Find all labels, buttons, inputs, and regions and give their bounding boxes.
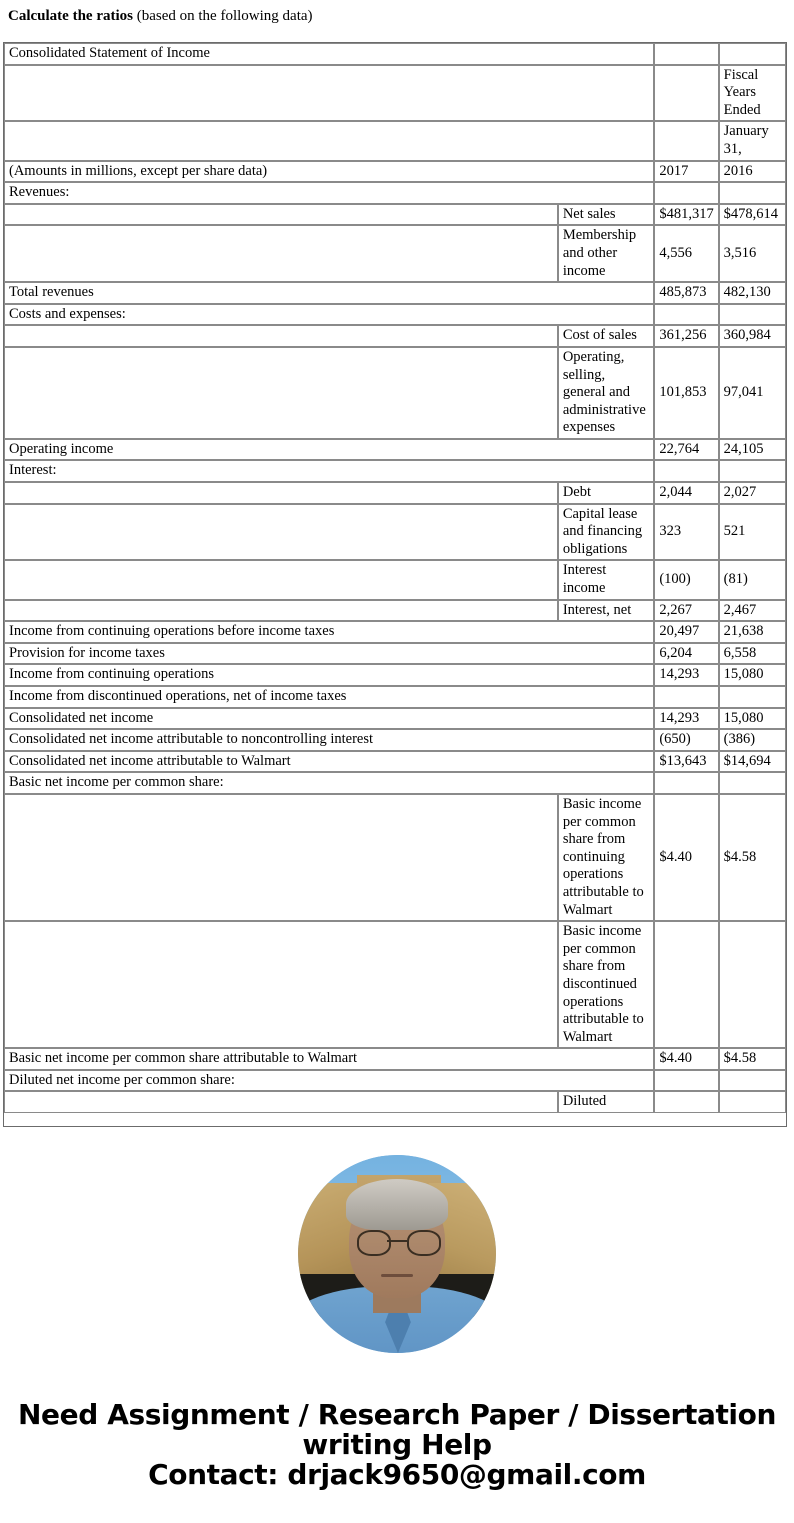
row-sublabel: Basic income per common share from discontinued operations attributable to Walmart [558, 921, 655, 1048]
row-value-2016: Fiscal Years Ended [719, 65, 786, 122]
table-row [4, 43, 786, 65]
table-row [4, 664, 786, 686]
row-label: (Amounts in millions, except per share data) [4, 161, 654, 183]
table-row [4, 482, 786, 504]
row-value-2016: 2016 [719, 161, 786, 183]
avatar-hair [346, 1179, 449, 1230]
table-row [4, 347, 786, 439]
table-row [4, 282, 786, 304]
row-sublabel: Debt [558, 482, 655, 504]
avatar-glasses-left-lens [357, 1230, 391, 1256]
row-value-2016: 24,105 [719, 439, 786, 461]
row-indent-cell [4, 504, 558, 561]
row-sublabel: Capital lease and financing obligations [558, 504, 655, 561]
row-label: Income from continuing operations before income taxes [4, 621, 654, 643]
row-value-2016 [719, 304, 786, 326]
table-row [4, 65, 786, 122]
row-value-2016: 482,130 [719, 282, 786, 304]
row-label: Consolidated net income attributable to noncontrolling interest [4, 729, 654, 751]
row-sublabel: Interest, net [558, 600, 655, 622]
row-indent-cell [4, 204, 558, 226]
row-value-2017 [654, 121, 718, 160]
row-value-2017: (100) [654, 560, 718, 599]
table-row [4, 182, 786, 204]
row-value-2016 [719, 1070, 786, 1092]
row-label: Consolidated net income [4, 708, 654, 730]
row-label: Diluted net income per common share: [4, 1070, 654, 1092]
row-value-2017: 2,267 [654, 600, 718, 622]
row-label: Consolidated net income attributable to Walmart [4, 751, 654, 773]
row-value-2017: $4.40 [654, 794, 718, 921]
table-body [4, 43, 786, 1113]
row-value-2016 [719, 686, 786, 708]
avatar-image [298, 1155, 496, 1353]
table-row [4, 560, 786, 599]
row-value-2016: 360,984 [719, 325, 786, 347]
table-row [4, 751, 786, 773]
row-value-2017: 101,853 [654, 347, 718, 439]
table-row [4, 921, 786, 1048]
row-value-2017: $481,317 [654, 204, 718, 226]
row-value-2016: 2,027 [719, 482, 786, 504]
promo-line-1: Need Assignment / Research Paper / Dissertation [17, 1398, 776, 1431]
table-row [4, 304, 786, 326]
row-value-2017: 14,293 [654, 708, 718, 730]
row-sublabel: Interest income [558, 560, 655, 599]
row-sublabel: Operating, selling, general and administrative expenses [558, 347, 655, 439]
row-value-2017 [654, 65, 718, 122]
row-value-2017 [654, 460, 718, 482]
row-value-2016 [719, 772, 786, 794]
row-value-2017: 20,497 [654, 621, 718, 643]
table-row [4, 708, 786, 730]
row-value-2016: 3,516 [719, 225, 786, 282]
table-row [4, 1070, 786, 1092]
row-label: Operating income [4, 439, 654, 461]
row-value-2016: 521 [719, 504, 786, 561]
avatar-mouth [381, 1274, 413, 1277]
row-value-2017: 2,044 [654, 482, 718, 504]
row-label: Consolidated Statement of Income [4, 43, 654, 65]
row-sublabel: Net sales [558, 204, 655, 226]
row-indent-cell [4, 921, 558, 1048]
table-row [4, 439, 786, 461]
row-label: Total revenues [4, 282, 654, 304]
row-value-2016: (81) [719, 560, 786, 599]
table-row [4, 772, 786, 794]
row-value-2017: 4,556 [654, 225, 718, 282]
row-value-2017: (650) [654, 729, 718, 751]
table-row [4, 504, 786, 561]
row-indent-cell [4, 325, 558, 347]
row-value-2017: 361,256 [654, 325, 718, 347]
row-value-2016 [719, 460, 786, 482]
row-label: Provision for income taxes [4, 643, 654, 665]
page-title [8, 7, 313, 25]
row-indent-cell [4, 1091, 558, 1113]
row-value-2017 [654, 304, 718, 326]
promo-contact-email: Contact: drjack9650@gmail.com [148, 1458, 646, 1491]
row-label: Costs and expenses: [4, 304, 654, 326]
row-value-2017: 6,204 [654, 643, 718, 665]
row-value-2016 [719, 921, 786, 1048]
row-label: Income from continuing operations [4, 664, 654, 686]
avatar [298, 1155, 496, 1353]
row-value-2016: $4.58 [719, 794, 786, 921]
row-indent-cell [4, 600, 558, 622]
row-value-2016: $478,614 [719, 204, 786, 226]
table-row [4, 621, 786, 643]
row-sublabel: Basic income per common share from continuing operations attributable to Walmart [558, 794, 655, 921]
avatar-glasses-bridge [387, 1240, 407, 1242]
row-indent-cell [4, 347, 558, 439]
row-sublabel: Membership and other income [558, 225, 655, 282]
avatar-glasses-right-lens [407, 1230, 441, 1256]
table-row [4, 1048, 786, 1070]
page-title-bold: Calculate the ratios [8, 8, 133, 24]
row-value-2017: 323 [654, 504, 718, 561]
row-label: Revenues: [4, 182, 654, 204]
table-row [4, 161, 786, 183]
page-title-subtext: (based on the following data) [132, 8, 313, 24]
row-label: Basic net income per common share attributable to Walmart [4, 1048, 654, 1070]
row-value-2016: (386) [719, 729, 786, 751]
row-label [4, 121, 654, 160]
table-row [4, 121, 786, 160]
promo-line-2: writing Help [302, 1428, 492, 1461]
row-value-2017: 14,293 [654, 664, 718, 686]
row-value-2016 [719, 1091, 786, 1113]
row-value-2016 [719, 182, 786, 204]
row-value-2017 [654, 182, 718, 204]
consolidated-statement-of-income-table [4, 43, 786, 1113]
row-value-2016 [719, 43, 786, 65]
row-value-2016: $14,694 [719, 751, 786, 773]
row-value-2017 [654, 1070, 718, 1092]
table-row [4, 1091, 786, 1113]
row-value-2016: 15,080 [719, 664, 786, 686]
table-row [4, 460, 786, 482]
row-value-2016: January 31, [719, 121, 786, 160]
row-indent-cell [4, 225, 558, 282]
row-indent-cell [4, 794, 558, 921]
row-label: Income from discontinued operations, net of income taxes [4, 686, 654, 708]
row-value-2016: 2,467 [719, 600, 786, 622]
row-value-2017 [654, 43, 718, 65]
promo-text [0, 1400, 794, 1490]
row-value-2017: $13,643 [654, 751, 718, 773]
row-indent-cell [4, 482, 558, 504]
row-value-2017: 485,873 [654, 282, 718, 304]
table-row [4, 794, 786, 921]
row-value-2016: 21,638 [719, 621, 786, 643]
row-value-2016: $4.58 [719, 1048, 786, 1070]
row-label: Basic net income per common share: [4, 772, 654, 794]
financial-table-container [3, 42, 787, 1127]
table-row [4, 643, 786, 665]
row-value-2016: 15,080 [719, 708, 786, 730]
row-value-2016: 97,041 [719, 347, 786, 439]
row-value-2017: $4.40 [654, 1048, 718, 1070]
row-value-2017: 2017 [654, 161, 718, 183]
table-row [4, 600, 786, 622]
table-row [4, 729, 786, 751]
table-row [4, 225, 786, 282]
table-row [4, 686, 786, 708]
row-value-2017 [654, 921, 718, 1048]
row-label [4, 65, 654, 122]
row-sublabel: Cost of sales [558, 325, 655, 347]
row-value-2017 [654, 686, 718, 708]
table-row [4, 204, 786, 226]
row-value-2017: 22,764 [654, 439, 718, 461]
row-sublabel: Diluted [558, 1091, 655, 1113]
row-indent-cell [4, 560, 558, 599]
row-value-2016: 6,558 [719, 643, 786, 665]
row-label: Interest: [4, 460, 654, 482]
row-value-2017 [654, 1091, 718, 1113]
row-value-2017 [654, 772, 718, 794]
table-row [4, 325, 786, 347]
